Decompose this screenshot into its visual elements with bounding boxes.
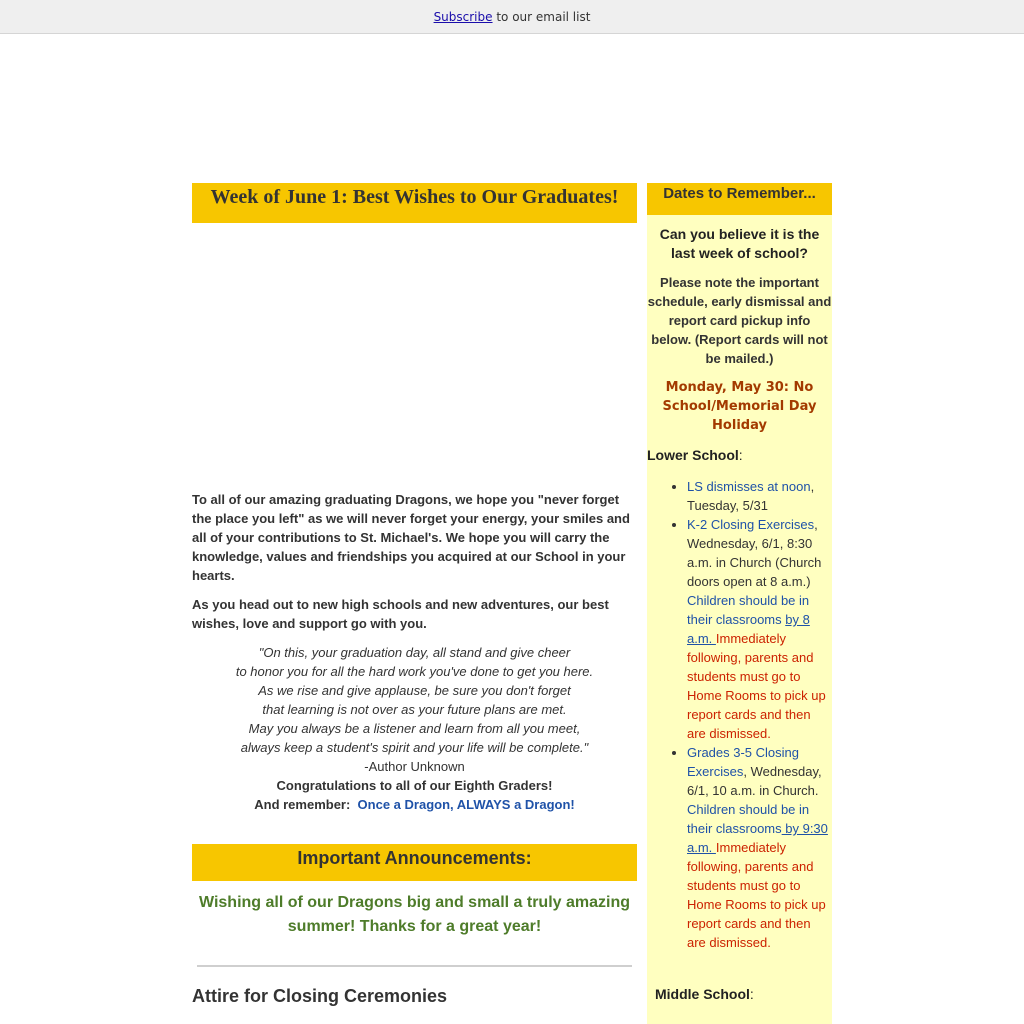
grades35-classroom-time: by 9:30 a.m. bbox=[687, 821, 828, 855]
page-title: Week of June 1: Best Wishes to Our Graduates! bbox=[210, 186, 619, 208]
poem-line: "On this, your graduation day, all stand and give cheer bbox=[258, 645, 571, 660]
attire-heading: Attire for Closing Ceremonies bbox=[192, 986, 448, 1006]
schedule-note: Please note the important schedule, early dismissal and report card pickup info below. (Report cards will not be mailed.) bbox=[647, 275, 832, 366]
intro-paragraph: To all of our amazing graduating Dragons, we hope you "never forget the place you left" as we will never forget your energy, your smiles and all of your contributions to St. Michael's. We hope you will carry the knowledge, values and friendships you acquired at our School in your hearts. bbox=[192, 492, 630, 583]
lower-school-label: Lower School bbox=[647, 447, 739, 463]
middle-school-heading bbox=[655, 986, 832, 1002]
title-banner bbox=[192, 183, 637, 223]
dates-heading: Dates to Remember... bbox=[647, 183, 832, 215]
wishes-paragraph: As you head out to new high schools and new adventures, our best wishes, love and support go with you. bbox=[192, 597, 609, 631]
k2-exercises-text: K-2 Closing Exercises bbox=[687, 517, 815, 532]
poem-line: that learning is not over as your future plans are met. bbox=[262, 702, 567, 717]
k2-exercises-details: , Wednesday, 6/1, 8:30 a.m. in Church (Church doors open at 8 a.m.) bbox=[687, 517, 822, 589]
poem-line: always keep a student's spirit and your life will be complete." bbox=[240, 740, 589, 755]
grades35-pickup-text: Immediately following, parents and students must go to Home Rooms to pick up report cards and then are dismissed. bbox=[687, 840, 826, 950]
remember-line bbox=[192, 795, 637, 814]
ls-dismissal-date: , Tuesday, 5/31 bbox=[687, 479, 815, 513]
main-column bbox=[192, 183, 637, 1007]
lower-school-heading bbox=[647, 447, 832, 463]
divider bbox=[197, 965, 632, 967]
lower-school-list bbox=[647, 477, 832, 952]
k2-classroom-text: Children should be in their classrooms bbox=[687, 593, 810, 627]
remember-label: And remember: bbox=[254, 797, 351, 812]
graduation-photo bbox=[192, 223, 637, 490]
k2-pickup-text: Immediately following, parents and students must go to Home Rooms to pick up report cards and then are dismissed. bbox=[687, 631, 826, 741]
list-item bbox=[687, 515, 832, 743]
congrats-text: Congratulations to all of our Eighth Graders! bbox=[276, 778, 553, 793]
grades35-classroom-text: Children should be in their classrooms bbox=[687, 802, 810, 836]
k2-classroom-time: by 8 a.m. bbox=[687, 612, 810, 646]
poem-line: to honor you for all the hard work you've done to get you here. bbox=[235, 664, 594, 679]
poem-line: As we rise and give applause, be sure you don't forget bbox=[258, 683, 571, 698]
subscribe-link[interactable]: Subscribe bbox=[433, 10, 493, 24]
poem-author: -Author Unknown bbox=[364, 759, 465, 774]
last-week-question: Can you believe it is the last week of school? bbox=[659, 226, 820, 261]
subscribe-bar bbox=[0, 0, 1024, 34]
list-item bbox=[687, 743, 832, 952]
poem-line: May you always be a listener and learn from all you meet, bbox=[248, 721, 581, 736]
summer-message: Wishing all of our Dragons big and small a truly amazing summer! Thanks for a great year! bbox=[198, 894, 631, 935]
memorial-day-notice: Monday, May 30: No School/Memorial Day Holiday bbox=[662, 380, 817, 433]
ls-dismissal-text: LS dismisses at noon bbox=[687, 479, 811, 494]
announcements-heading: Important Announcements: bbox=[297, 848, 532, 868]
announcements-banner bbox=[192, 844, 637, 881]
middle-school-colon: : bbox=[749, 986, 754, 1002]
middle-school-label: Middle School bbox=[655, 986, 750, 1002]
lower-school-colon: : bbox=[738, 447, 743, 463]
dates-sidebar bbox=[647, 183, 832, 1024]
dragon-motto: Once a Dragon, ALWAYS a Dragon! bbox=[357, 797, 575, 812]
poem bbox=[192, 643, 637, 814]
grades35-exercises-text: Grades 3-5 Closing Exercises bbox=[687, 745, 799, 779]
list-item bbox=[687, 477, 832, 515]
subscribe-text: to our email list bbox=[492, 10, 591, 24]
grades35-exercises-details: , Wednesday, 6/1, 10 a.m. in Church. bbox=[687, 764, 822, 798]
